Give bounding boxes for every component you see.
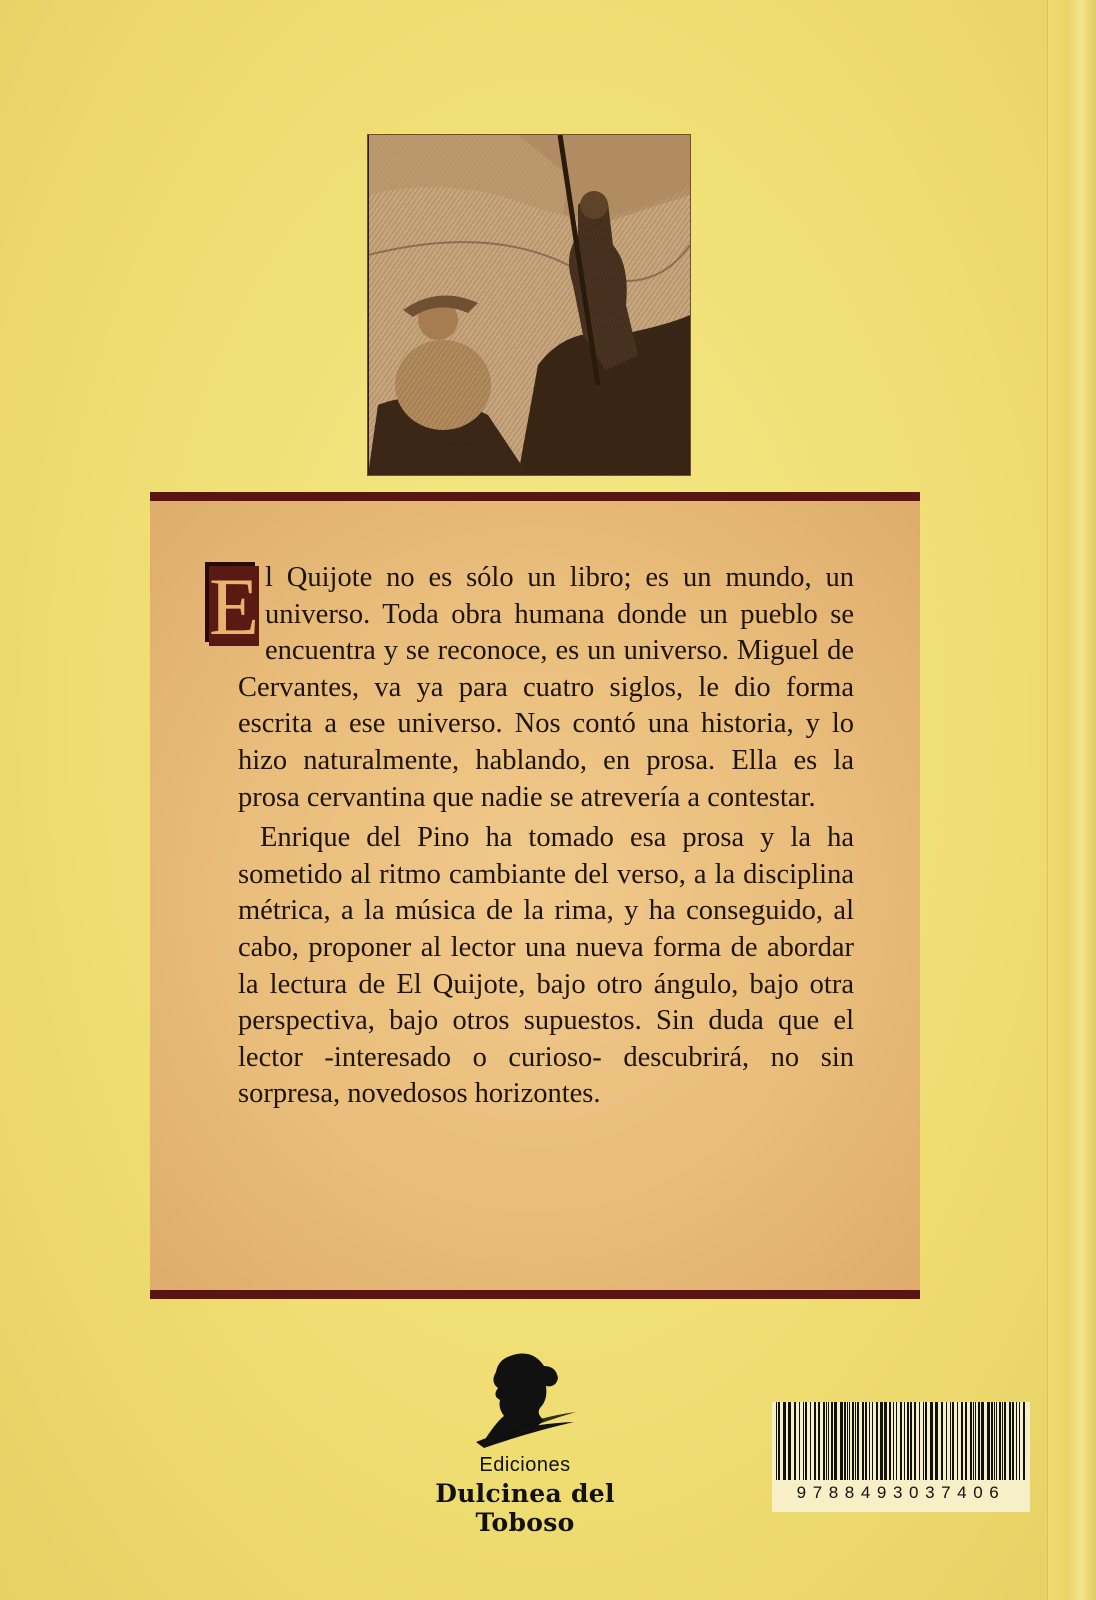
barcode-bar: [803, 1402, 804, 1480]
barcode-bar: [923, 1402, 924, 1480]
barcode-bar: [849, 1402, 850, 1480]
barcode-bar: [930, 1402, 933, 1480]
panel-bottom-rule: [150, 1290, 920, 1299]
barcode-bar: [847, 1402, 848, 1480]
barcode-bar: [810, 1402, 811, 1480]
barcode-bar: [946, 1402, 947, 1480]
barcode-bar: [999, 1402, 1001, 1480]
barcode-bar: [823, 1402, 825, 1480]
barcode-bar: [826, 1402, 827, 1480]
barcode-bar: [973, 1402, 974, 1480]
barcode-bar: [783, 1402, 786, 1480]
barcode-bar: [852, 1402, 854, 1480]
barcode-bar: [865, 1402, 867, 1480]
barcode-bar: [805, 1402, 807, 1480]
barcode-bar: [925, 1402, 927, 1480]
barcode-bar: [952, 1402, 954, 1480]
barcode-bar: [975, 1402, 976, 1480]
barcode-bar: [828, 1402, 829, 1480]
barcode-bar: [862, 1402, 864, 1480]
barcode-bar: [794, 1402, 796, 1480]
publisher-name: Dulcinea del Toboso: [435, 1479, 615, 1537]
barcode-bar: [880, 1402, 883, 1480]
barcode-bar: [840, 1402, 843, 1480]
barcode-bar: [869, 1402, 870, 1480]
barcode-bar: [961, 1402, 963, 1480]
barcode-bar: [844, 1402, 846, 1480]
barcode-bar: [991, 1402, 993, 1480]
barcode-bar: [834, 1402, 837, 1480]
isbn-digits: 9788493037406: [796, 1483, 1006, 1502]
barcode-bar: [893, 1402, 894, 1480]
barcode-bar: [831, 1402, 833, 1480]
barcode-bar: [778, 1402, 780, 1480]
barcode-bar: [814, 1402, 816, 1480]
don-quixote-sancho-engraving: [368, 135, 690, 475]
barcode-bar: [1023, 1402, 1025, 1480]
barcode-bars: [772, 1402, 1030, 1480]
barcode-bar: [896, 1402, 897, 1480]
barcode-bar: [914, 1402, 916, 1480]
barcode-bar: [788, 1402, 791, 1480]
barcode-bar: [978, 1402, 980, 1480]
barcode-bar: [876, 1402, 878, 1480]
barcode-bar: [1002, 1402, 1003, 1480]
barcode-bar: [907, 1402, 909, 1480]
spine-edge: [1047, 0, 1096, 1600]
engraving-illustration: [368, 135, 690, 475]
barcode-bar: [889, 1402, 891, 1480]
barcode-bar: [910, 1402, 912, 1480]
panel-top-rule: [150, 492, 920, 501]
barcode-bar: [919, 1402, 920, 1480]
barcode-bar: [957, 1402, 958, 1480]
barcode-bar: [935, 1402, 938, 1480]
barcode-bar: [987, 1402, 990, 1480]
barcode-bar: [965, 1402, 967, 1480]
publisher-block: [390, 1352, 660, 1537]
barcode-bar: [1019, 1402, 1020, 1480]
blurb-paragraph-1: [209, 560, 854, 816]
barcode-bar: [1009, 1402, 1011, 1480]
barcode-bar: [996, 1402, 997, 1480]
barcode-bar: [970, 1402, 972, 1480]
blurb-text: [209, 560, 854, 1113]
barcode-bar: [818, 1402, 820, 1480]
publisher-label: Ediciones: [479, 1454, 571, 1476]
barcode-bar: [884, 1402, 887, 1480]
barcode-bar: [1012, 1402, 1014, 1480]
drop-cap: E: [209, 561, 260, 652]
barcode-bar: [799, 1402, 800, 1480]
barcode-bar: [904, 1402, 905, 1480]
blurb-paragraph-2: Enrique del Pino ha tomado esa prosa y la ha sometido al ritmo cambiante del verso, a la disciplina métrica, a la música de la rima, y ha conseguido, al cabo, proponer al lector una nueva forma de abordar la lectura de El Quijote, bajo otro ángulo, bajo otra perspectiva, bajo otros supuestos. Sin duda que el lector -interesado o curioso- descubrirá, no sin sorpresa, novedosos horizontes.: [238, 822, 854, 1110]
barcode-bar: [981, 1402, 984, 1480]
barcode-bar: [855, 1402, 856, 1480]
barcode-bar: [776, 1402, 777, 1480]
barcode-bar: [994, 1402, 995, 1480]
barcode-bar: [941, 1402, 943, 1480]
barcode-bar: [950, 1402, 951, 1480]
barcode-bar: [1016, 1402, 1017, 1480]
barcode-bar: [857, 1402, 859, 1480]
barcode-bar: [900, 1402, 902, 1480]
blurb-paragraph-1-text: l Quijote no es sólo un libro; es un mundo, un universo. Toda obra humana donde un pueblo se encuentra y se reconoce, es un universo. Miguel de Cervantes, va ya para cuatro siglos, le dio forma escrita a ese universo. Nos contó una historia, y lo hizo naturalmente, hablando, en prosa. Ella es la prosa cervantina que nadie se atrevería a contestar.: [238, 562, 854, 813]
woman-silhouette-icon: [470, 1352, 580, 1448]
barcode-bar: [1004, 1402, 1006, 1480]
barcode-bar: [872, 1402, 873, 1480]
